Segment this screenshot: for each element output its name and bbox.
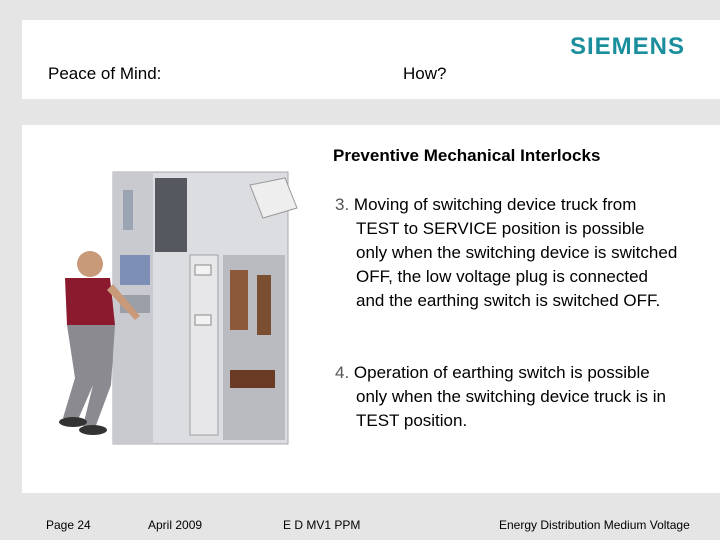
busbar-right: [257, 275, 271, 335]
point-text: Moving of switching device truck from TEST to SERVICE position is possible only when the switching device is switched OFF, the low voltage plug is connected and the earthing switch is switched OFF.: [353, 195, 678, 310]
footer-page-number: Page 24: [46, 518, 91, 532]
earthing-switch: [230, 370, 275, 388]
interlock-point-4: [335, 361, 680, 433]
cabinet-window: [155, 178, 187, 252]
label-plate: [123, 190, 133, 230]
footer-code: E D MV1 PPM: [283, 518, 361, 532]
point-text: Operation of earthing switch is possible only when the switching device truck is in TEST position.: [353, 363, 666, 430]
point-number: 3.: [335, 195, 350, 214]
point-number: 4.: [335, 363, 350, 382]
header-mid-title: How?: [403, 64, 447, 83]
worker-head: [77, 251, 103, 277]
siemens-logo: SIEMENS: [570, 33, 686, 60]
footer-date: April 2009: [148, 518, 203, 532]
footer-department: Energy Distribution Medium Voltage: [499, 518, 690, 532]
worker-shoe-right: [79, 425, 107, 435]
section-title: Preventive Mechanical Interlocks: [333, 146, 601, 165]
switchgear-illustration: [25, 160, 315, 450]
worker-trousers: [63, 325, 115, 428]
door-roll-lower: [195, 315, 211, 325]
control-panel: [120, 255, 150, 285]
busbar-left: [230, 270, 248, 330]
worker-shirt: [65, 278, 115, 325]
header-left-title: Peace of Mind:: [48, 64, 162, 83]
worker-shoe-left: [59, 417, 87, 427]
interlock-point-3: [335, 193, 680, 313]
cabinet-door: [190, 255, 218, 435]
door-roll-upper: [195, 265, 211, 275]
